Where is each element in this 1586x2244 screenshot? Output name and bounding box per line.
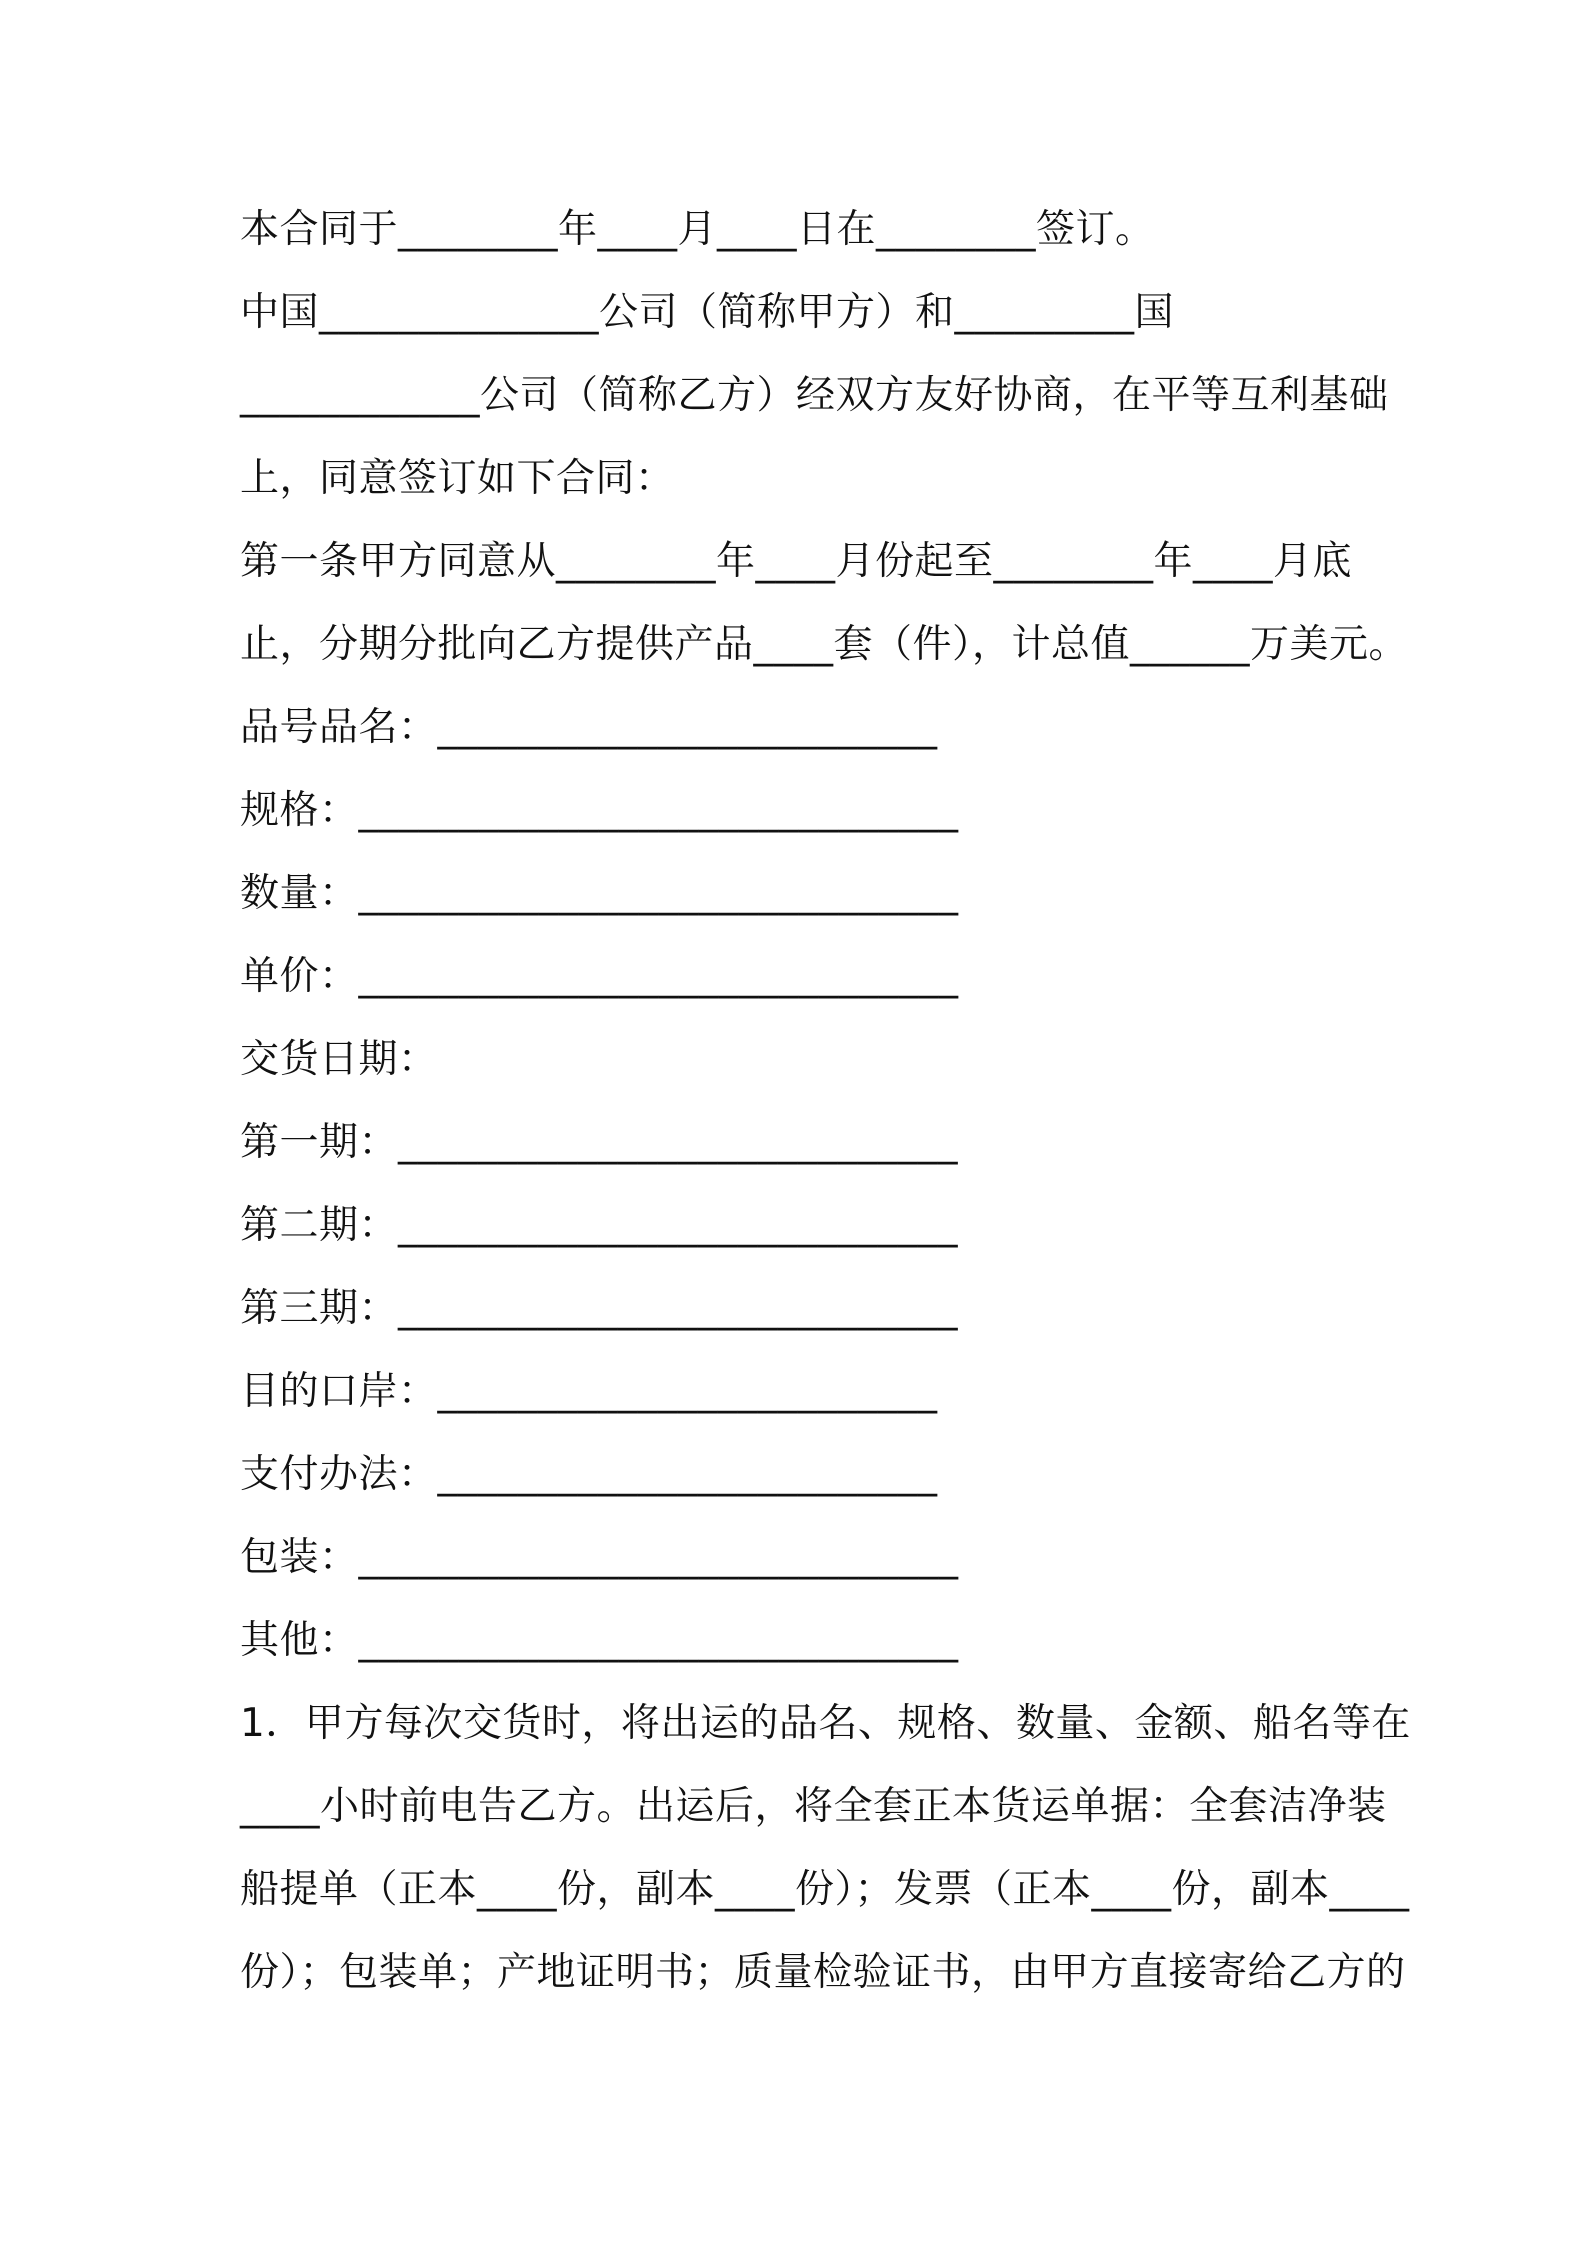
contract-date-line: 本合同于________年____月____日在________签订。: [240, 207, 1155, 252]
unit-price-field: 单价：______________________________: [240, 954, 959, 999]
article-one-line-1: 第一条甲方同意从________年____月份起至________年____月底: [240, 539, 1353, 584]
agreement-line: 上，同意签订如下合同：: [240, 456, 675, 501]
other-field: 其他：______________________________: [240, 1618, 959, 1663]
phase-three-field: 第三期：____________________________: [240, 1286, 959, 1331]
delivery-date-heading: 交货日期：: [240, 1037, 438, 1082]
clause-one-line-4: 份）；包装单；产地证明书；质量检验证书，由甲方直接寄给乙方的: [240, 1950, 1406, 1995]
destination-port-field: 目的口岸：_________________________: [240, 1369, 938, 1414]
product-name-field: 品号品名：_________________________: [240, 705, 938, 750]
clause-one-line-2: ____小时前电告乙方。出运后，将全套正本货运单据：全套洁净装: [240, 1784, 1387, 1829]
phase-two-field: 第二期：____________________________: [240, 1203, 959, 1248]
payment-method-field: 支付办法：_________________________: [240, 1452, 938, 1497]
clause-one-line-3: 船提单（正本____份，副本____份）；发票（正本____份，副本____: [240, 1867, 1410, 1912]
packaging-field: 包装：______________________________: [240, 1535, 959, 1580]
party-a-line: 中国______________公司（简称甲方）和_________国: [240, 290, 1175, 335]
article-one-line-2: 止，分期分批向乙方提供产品____套（件），计总值______万美元。: [240, 622, 1409, 667]
specification-field: 规格：______________________________: [240, 788, 959, 833]
phase-one-field: 第一期：____________________________: [240, 1120, 959, 1165]
clause-one-line-1: 1．甲方每次交货时，将出运的品名、规格、数量、金额、船名等在: [240, 1701, 1411, 1746]
party-b-line: ____________公司（简称乙方）经双方友好协商，在平等互利基础: [240, 373, 1389, 418]
quantity-field: 数量：______________________________: [240, 871, 959, 916]
